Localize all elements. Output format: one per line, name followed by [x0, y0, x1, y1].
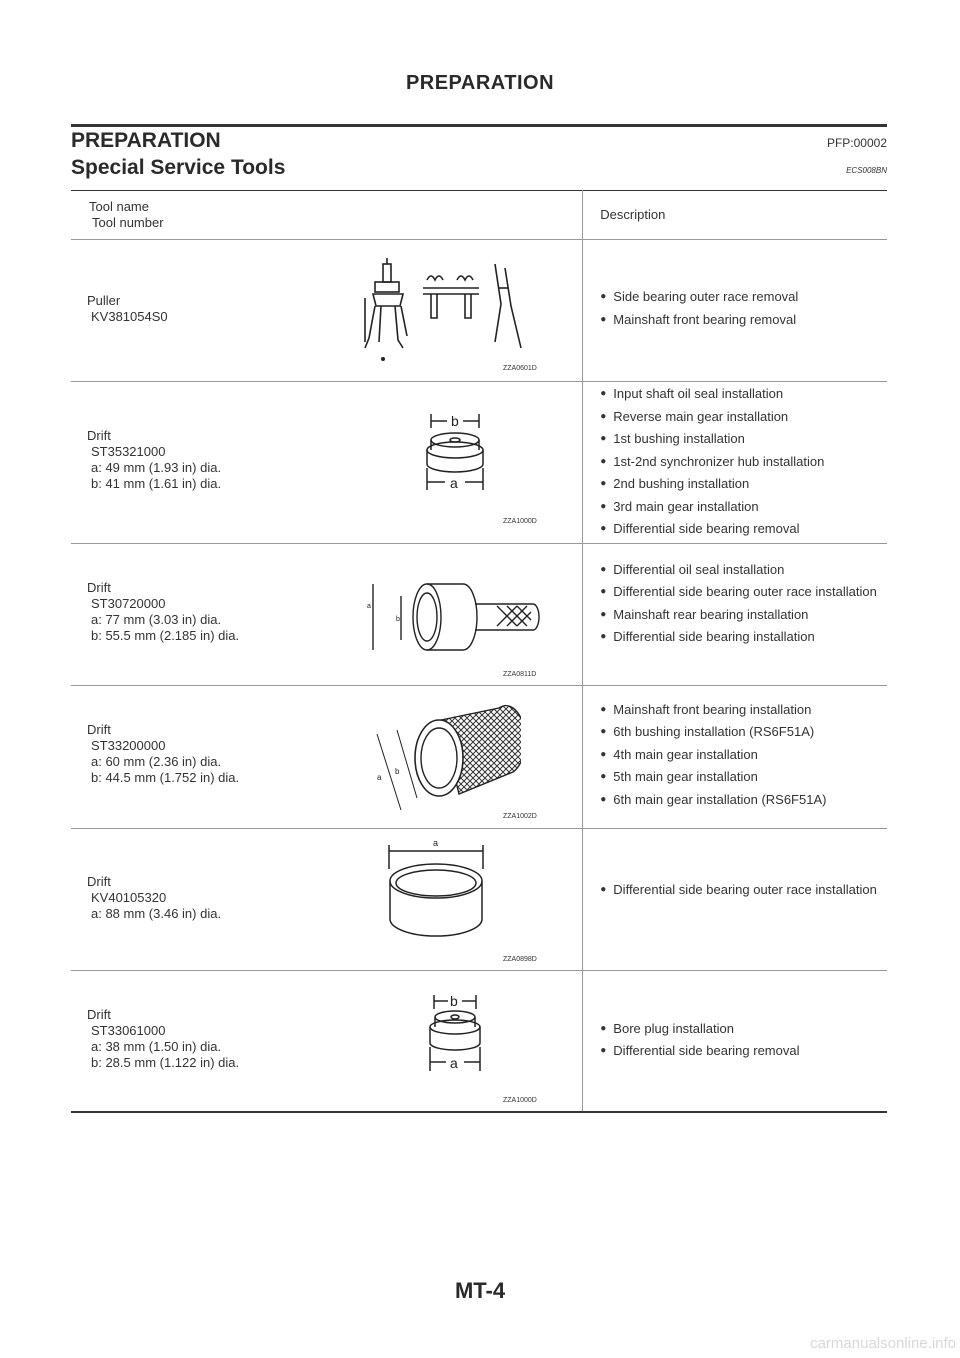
- list-item: ● Differential side bearing outer race installation: [600, 583, 887, 601]
- fig-label-a: a: [377, 772, 382, 782]
- section-heading: [71, 124, 887, 152]
- tool-dimension-a: a: 49 mm (1.93 in) dia.: [91, 460, 222, 475]
- figure-code: ZZA0811D: [503, 670, 537, 678]
- tool-cell: [71, 240, 583, 382]
- description-cell: [583, 685, 887, 828]
- tool-number: ST35321000: [91, 444, 166, 459]
- figure-code: ZZA0898D: [503, 955, 537, 963]
- tool-dimension-a: a: 38 mm (1.50 in) dia.: [91, 1038, 222, 1054]
- special-service-tools-table: [71, 190, 887, 1113]
- table-row: [71, 543, 887, 685]
- header-tool-number: Tool number: [92, 215, 164, 230]
- list-item: ● Differential side bearing outer race installation: [600, 881, 887, 899]
- table-row: [71, 970, 887, 1112]
- header-tool-name: Tool name: [89, 199, 149, 214]
- description-list: [583, 544, 887, 647]
- description-list: [583, 686, 887, 809]
- description-list: [583, 240, 887, 329]
- list-item: ● 6th bushing installation (RS6F51A): [600, 723, 887, 741]
- tool-info: [87, 428, 221, 492]
- tool-info: [87, 1007, 239, 1071]
- puller-illustration: [361, 258, 551, 378]
- tool-cell: [71, 685, 583, 828]
- list-item: ● Differential side bearing removal: [600, 1042, 887, 1060]
- tool-info: [87, 580, 239, 644]
- tool-dimension-a: a: 88 mm (3.46 in) dia.: [91, 905, 222, 921]
- subsection-code: ECS008BN: [846, 166, 887, 175]
- fig-label-b: b: [450, 992, 458, 1009]
- header-description-cell: [583, 191, 887, 240]
- fig-label-b: b: [395, 766, 400, 776]
- list-item: ● Differential side bearing removal: [600, 520, 887, 538]
- tool-dimension-b: b: 28.5 mm (1.122 in) dia.: [91, 1054, 240, 1070]
- section-title: PREPARATION: [71, 129, 221, 152]
- tool-dimension-a: a: 60 mm (2.36 in) dia.: [91, 753, 222, 769]
- tool-number: ST33061000: [91, 1022, 166, 1038]
- figure-code: ZZA1000D: [503, 1096, 537, 1104]
- list-item: ● 1st bushing installation: [600, 430, 887, 448]
- list-item: ● Input shaft oil seal installation: [600, 385, 887, 403]
- drift-ring-illustration: [381, 835, 491, 945]
- tool-name: Drift: [87, 579, 111, 595]
- watermark: carmanualsonline.info: [810, 1335, 956, 1352]
- description-list: [583, 382, 887, 538]
- drift-illustration: [367, 574, 557, 659]
- fig-label-a: a: [450, 475, 458, 491]
- drift-illustration: [419, 410, 499, 505]
- tool-name: Drift: [87, 1006, 111, 1022]
- table-row: [71, 685, 887, 828]
- drift-illustration: [371, 700, 521, 815]
- figure-code: ZZA1000D: [503, 518, 537, 525]
- list-item: ● 5th main gear installation: [600, 768, 887, 786]
- page-header-title: PREPARATION: [405, 72, 555, 94]
- list-item: ● Differential oil seal installation: [600, 561, 887, 579]
- description-cell: [583, 970, 887, 1112]
- fig-label-a: a: [433, 837, 439, 848]
- list-item: ● 1st-2nd synchronizer hub installation: [600, 453, 887, 471]
- fig-label-a: a: [367, 602, 371, 610]
- fig-label-b: b: [451, 413, 459, 429]
- pfp-code: PFP:00002: [826, 136, 887, 150]
- list-item: ● 2nd bushing installation: [600, 475, 887, 493]
- description-cell: [583, 828, 887, 970]
- tool-cell: [71, 382, 583, 544]
- table-row: [71, 828, 887, 970]
- tool-info: [87, 722, 239, 786]
- list-item: ● Mainshaft front bearing installation: [600, 701, 887, 719]
- figure-code: ZZA1002D: [503, 812, 537, 820]
- tool-name: Puller: [87, 293, 121, 308]
- fig-label-b: b: [396, 615, 400, 623]
- tool-dimension-a: a: 77 mm (3.03 in) dia.: [91, 611, 222, 627]
- list-item: ● 6th main gear installation (RS6F51A): [600, 791, 887, 809]
- drift-illustration: [426, 991, 496, 1086]
- tool-name: Drift: [87, 873, 111, 889]
- table-row: [71, 382, 887, 544]
- description-list: [583, 829, 887, 899]
- list-item: ● Mainshaft front bearing removal: [600, 311, 887, 329]
- list-item: ● Bore plug installation: [600, 1020, 887, 1038]
- tool-name: Drift: [87, 428, 111, 443]
- header-description: Description: [600, 207, 666, 222]
- list-item: ● 3rd main gear installation: [600, 498, 887, 516]
- description-cell: [583, 543, 887, 685]
- subsection-title: Special Service Tools: [71, 156, 286, 179]
- description-cell: [583, 382, 887, 544]
- list-item: ● Differential side bearing installation: [600, 628, 887, 646]
- table-header-row: [71, 191, 887, 240]
- tool-info: [87, 874, 221, 922]
- tool-dimension-b: b: 44.5 mm (1.752 in) dia.: [91, 769, 240, 785]
- list-item: ● 4th main gear installation: [600, 746, 887, 764]
- list-item: ● Side bearing outer race removal: [600, 288, 887, 306]
- tool-info: [87, 293, 168, 325]
- tool-cell: [71, 543, 583, 685]
- table-row: [71, 240, 887, 382]
- tool-cell: [71, 828, 583, 970]
- fig-label-a: a: [450, 1054, 458, 1071]
- list-item: ● Reverse main gear installation: [600, 408, 887, 426]
- page-number: MT-4: [454, 1278, 506, 1303]
- tool-number: ST30720000: [91, 595, 166, 611]
- header-tool-cell: [71, 191, 583, 240]
- tool-dimension-b: b: 55.5 mm (2.185 in) dia.: [91, 627, 240, 643]
- tool-number: KV381054S0: [91, 309, 168, 324]
- figure-code: ZZA0601D: [503, 365, 537, 372]
- tool-number: ST33200000: [91, 737, 166, 753]
- tool-number: KV40105320: [91, 889, 167, 905]
- description-list: [583, 971, 887, 1061]
- list-item: ● Mainshaft rear bearing installation: [600, 606, 887, 624]
- tool-dimension-b: b: 41 mm (1.61 in) dia.: [91, 476, 222, 491]
- description-cell: [583, 240, 887, 382]
- tool-cell: [71, 970, 583, 1112]
- tool-name: Drift: [87, 721, 111, 737]
